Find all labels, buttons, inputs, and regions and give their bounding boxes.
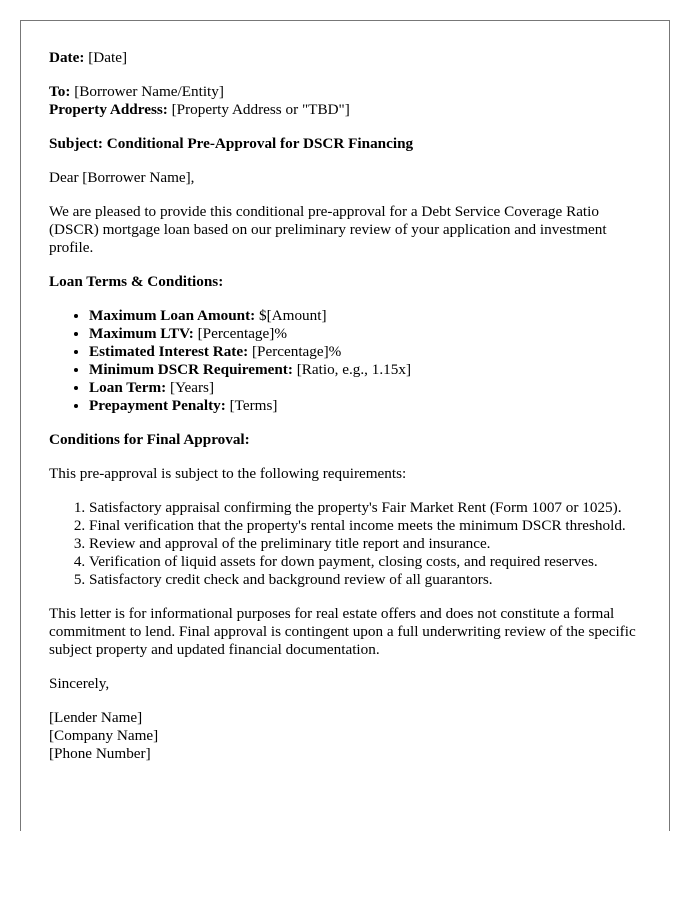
company-name: [Company Name] — [49, 727, 159, 744]
date-value: [Date] — [84, 49, 128, 66]
list-item — [89, 361, 649, 379]
term-value: $[Amount] — [255, 307, 327, 324]
list-item — [89, 325, 649, 343]
list-item: 3. Review and approval of the preliminary title report and insurance. — [89, 535, 649, 553]
date-line — [49, 49, 649, 67]
term-label: Maximum LTV: — [89, 325, 194, 342]
property-address-label: Property Address: — [49, 101, 168, 118]
loan-terms-list — [49, 307, 649, 415]
loan-terms-heading — [49, 273, 649, 291]
term-value: [Ratio, e.g., 1.15x] — [292, 361, 412, 378]
signature-block — [49, 709, 649, 763]
letter-document — [20, 20, 670, 831]
term-value: [Years] — [166, 379, 215, 396]
list-item — [89, 379, 649, 397]
date-label: Date: — [49, 49, 85, 66]
list-item: 2. Final verification that the property's rental income meets the minimum DSCR threshold. — [89, 517, 649, 535]
term-value: [Terms] — [225, 397, 278, 414]
property-address-line — [49, 101, 649, 119]
disclaimer-paragraph: This letter is for informational purposes for real estate offers and does not constitute a formal commitment to lend. Final approval is contingent upon a full underwriting review of the specific subject property and updated financial documentation. — [49, 605, 636, 658]
subject-text: Subject: Conditional Pre-Approval for DSCR Financing — [49, 135, 414, 152]
phone-number: [Phone Number] — [49, 745, 151, 762]
loan-terms-heading-text: Loan Terms & Conditions: — [49, 273, 224, 290]
lender-name: [Lender Name] — [49, 709, 143, 726]
term-label: Loan Term: — [89, 379, 167, 396]
greeting: Dear [Borrower Name], — [49, 169, 195, 186]
term-value: [Percentage]% — [193, 325, 287, 342]
list-item: 1. Satisfactory appraisal confirming the property's Fair Market Rent (Form 1007 or 1025). — [89, 499, 649, 517]
conditions-list — [49, 499, 649, 589]
list-item: 5. Satisfactory credit check and background review of all guarantors. — [89, 571, 649, 589]
term-value: [Percentage]% — [248, 343, 342, 360]
list-item — [89, 397, 649, 415]
list-item — [89, 307, 649, 325]
term-label: Maximum Loan Amount: — [89, 307, 256, 324]
to-value: [Borrower Name/Entity] — [70, 83, 224, 100]
closing: Sincerely, — [49, 675, 110, 692]
to-label: To: — [49, 83, 71, 100]
term-label: Estimated Interest Rate: — [89, 343, 249, 360]
list-item: 4. Verification of liquid assets for down payment, closing costs, and required reserves. — [89, 553, 649, 571]
term-label: Prepayment Penalty: — [89, 397, 226, 414]
conditions-heading — [49, 431, 649, 449]
list-item — [89, 343, 649, 361]
subject-line — [49, 135, 649, 153]
property-address-value: [Property Address or "TBD"] — [167, 101, 350, 118]
conditions-heading-text: Conditions for Final Approval: — [49, 431, 250, 448]
term-label: Minimum DSCR Requirement: — [89, 361, 293, 378]
conditions-intro: This pre-approval is subject to the following requirements: — [49, 465, 407, 482]
to-line — [49, 83, 649, 101]
intro-paragraph: We are pleased to provide this conditional pre-approval for a Debt Service Coverage Ratio (DSCR) mortgage loan based on our preliminary review of your application and investment profile. — [49, 203, 607, 256]
